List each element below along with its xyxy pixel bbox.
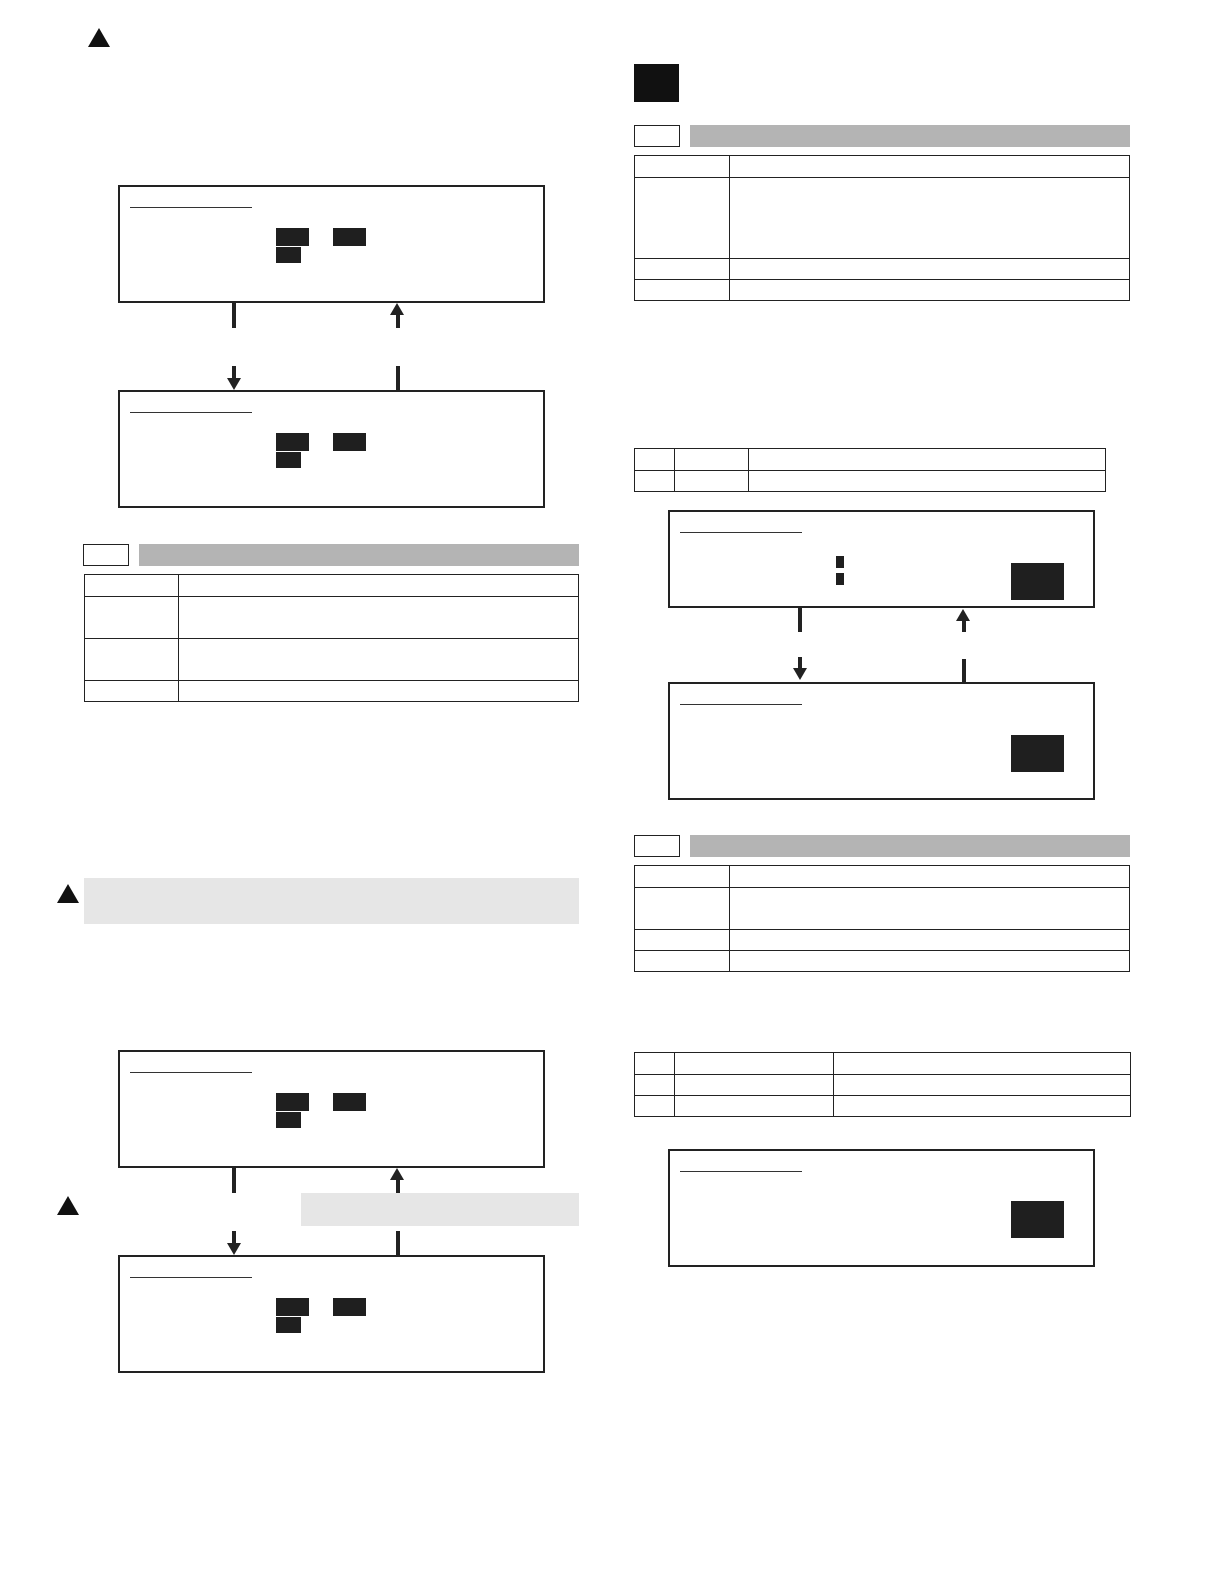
table-row (85, 575, 579, 597)
table-row (635, 449, 1106, 471)
table-row (85, 597, 579, 639)
arrow-stem (232, 1167, 236, 1193)
display-screen-4 (118, 1255, 545, 1373)
screen-key-3 (276, 1317, 301, 1333)
display-screen-5 (668, 510, 1095, 608)
screen-key-large (1011, 563, 1064, 600)
screen-key-1 (276, 1298, 309, 1316)
arrow-stem (396, 1179, 400, 1193)
section-tag (83, 544, 129, 566)
arrow-stem (962, 659, 966, 683)
screen-key-1 (276, 228, 309, 246)
table-row (635, 1096, 1131, 1117)
screen-key-2 (333, 1298, 366, 1316)
arrow-stem (232, 302, 236, 328)
settings-table-2 (634, 155, 1130, 301)
table-row (635, 471, 1106, 492)
screen-title-underline (130, 207, 252, 208)
warning-triangle-icon (57, 1196, 79, 1215)
table-row (635, 1075, 1131, 1096)
display-screen-6 (668, 682, 1095, 800)
arrow-down-icon (227, 378, 241, 390)
screen-title-underline (130, 1072, 252, 1073)
screen-key-large (1011, 735, 1064, 772)
table-row (635, 156, 1130, 178)
table-row (85, 639, 579, 681)
table-row (635, 930, 1130, 951)
table-row (635, 178, 1130, 259)
table-row (635, 280, 1130, 301)
settings-table-4 (634, 865, 1130, 972)
screen-title-underline (130, 412, 252, 413)
arrow-down-icon (793, 668, 807, 680)
screen-key-2 (333, 1093, 366, 1111)
table-row (635, 888, 1130, 930)
table-row (635, 866, 1130, 888)
settings-table-1 (84, 574, 579, 702)
table-row (635, 951, 1130, 972)
screen-key-1 (276, 433, 309, 451)
table-row (635, 259, 1130, 280)
screen-title-underline (680, 532, 802, 533)
arrow-stem (396, 366, 400, 392)
screen-title-underline (680, 1171, 802, 1172)
arrow-down-icon (227, 1243, 241, 1255)
section-heading-bar (690, 125, 1130, 147)
screen-key-3 (276, 247, 301, 263)
display-screen-1 (118, 185, 545, 303)
table-row (635, 1053, 1131, 1075)
screen-key-3 (276, 452, 301, 468)
display-screen-3 (118, 1050, 545, 1168)
screen-title-underline (130, 1277, 252, 1278)
caution-highlight (301, 1193, 579, 1226)
arrow-stem (962, 620, 966, 632)
table-row (85, 681, 579, 702)
section-heading-bar (139, 544, 579, 566)
section-tag (634, 125, 680, 147)
warning-triangle-icon (57, 884, 79, 903)
screen-indicator (836, 556, 844, 568)
screen-key-large (1011, 1201, 1064, 1238)
section-tag (634, 835, 680, 857)
screen-key-1 (276, 1093, 309, 1111)
screen-key-2 (333, 228, 366, 246)
arrow-stem (396, 1231, 400, 1257)
screen-key-3 (276, 1112, 301, 1128)
settings-table-5 (634, 1052, 1131, 1117)
screen-title-underline (680, 704, 802, 705)
warning-triangle-icon (88, 28, 110, 47)
black-square-icon (634, 64, 679, 102)
display-screen-2 (118, 390, 545, 508)
section-heading-bar (690, 835, 1130, 857)
screen-key-2 (333, 433, 366, 451)
display-screen-7 (668, 1149, 1095, 1267)
arrow-stem (396, 314, 400, 328)
arrow-stem (798, 608, 802, 632)
settings-table-3 (634, 448, 1106, 492)
caution-highlight (84, 878, 579, 924)
screen-indicator (836, 573, 844, 585)
